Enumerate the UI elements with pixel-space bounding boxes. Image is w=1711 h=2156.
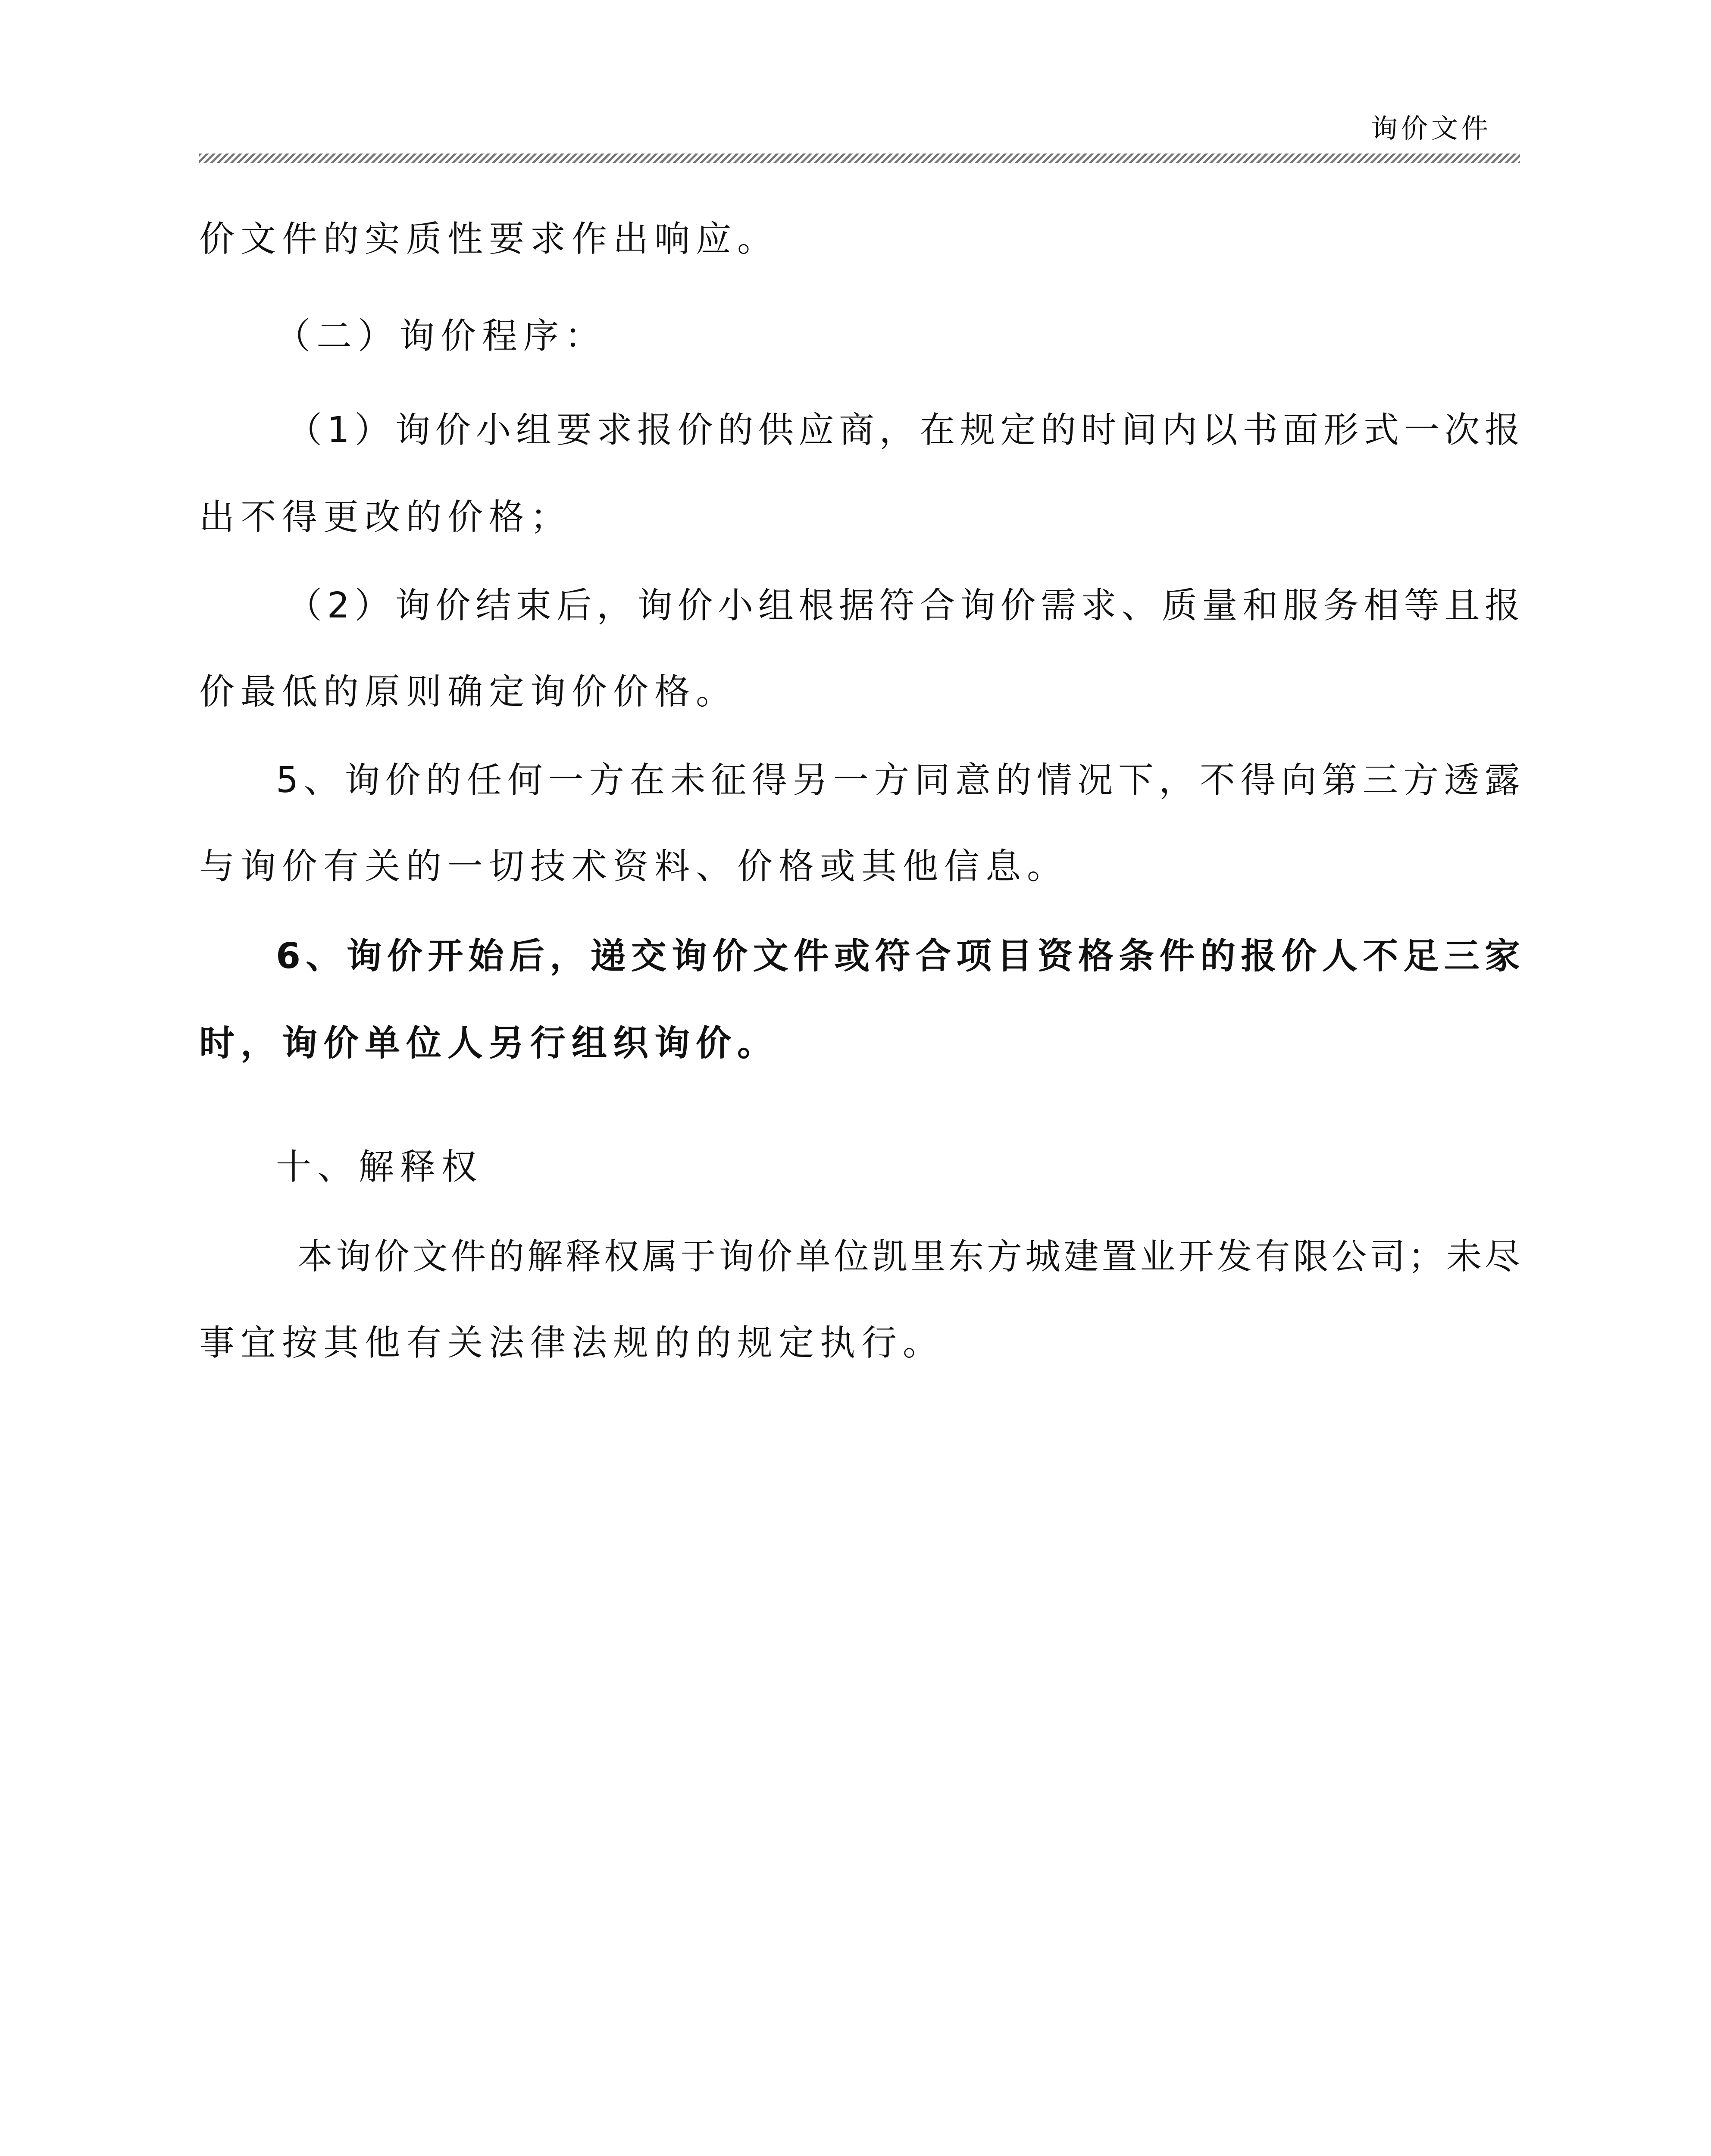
section-heading-procedure: （二）询价程序：: [275, 316, 607, 357]
header-title: 询价文件: [1371, 113, 1492, 144]
body-line-3: （1）询价小组要求报价的供应商，在规定的时间内以书面形式一次报: [287, 410, 1520, 451]
body-line-12-text-a: 本询价文件的解释权属于询价单位: [297, 1236, 872, 1277]
body-line-10-bold: 时，询价单位人另行组织询价。: [199, 1023, 779, 1064]
body-line-5: （2）询价结束后，询价小组根据符合询价需求、质量和服务相等且报: [287, 585, 1520, 626]
body-line-1: 价文件的实质性要求作出响应。: [199, 219, 779, 260]
body-line-4: 出不得更改的价格；: [199, 497, 572, 538]
body-line-12-text-b: ；未尽: [1408, 1236, 1520, 1277]
body-line-6: 价最低的原则确定询价价格。: [199, 671, 738, 712]
company-name: 凯里东方城建置业开发有限公司: [872, 1236, 1408, 1277]
body-line-9-bold: 6、询价开始后，递交询价文件或符合项目资格条件的报价人不足三家: [276, 936, 1520, 977]
body-line-12: [297, 1235, 1520, 1279]
body-line-13: 事宜按其他有关法律法规的的规定执行。: [199, 1322, 945, 1363]
header-rule: [199, 154, 1520, 163]
body-line-7: 5、询价的任何一方在未征得另一方同意的情况下，不得向第三方透露: [276, 760, 1520, 801]
section-heading-interpretation: 十、解释权: [276, 1147, 483, 1188]
body-line-8: 与询价有关的一切技术资料、价格或其他信息。: [199, 846, 1069, 887]
